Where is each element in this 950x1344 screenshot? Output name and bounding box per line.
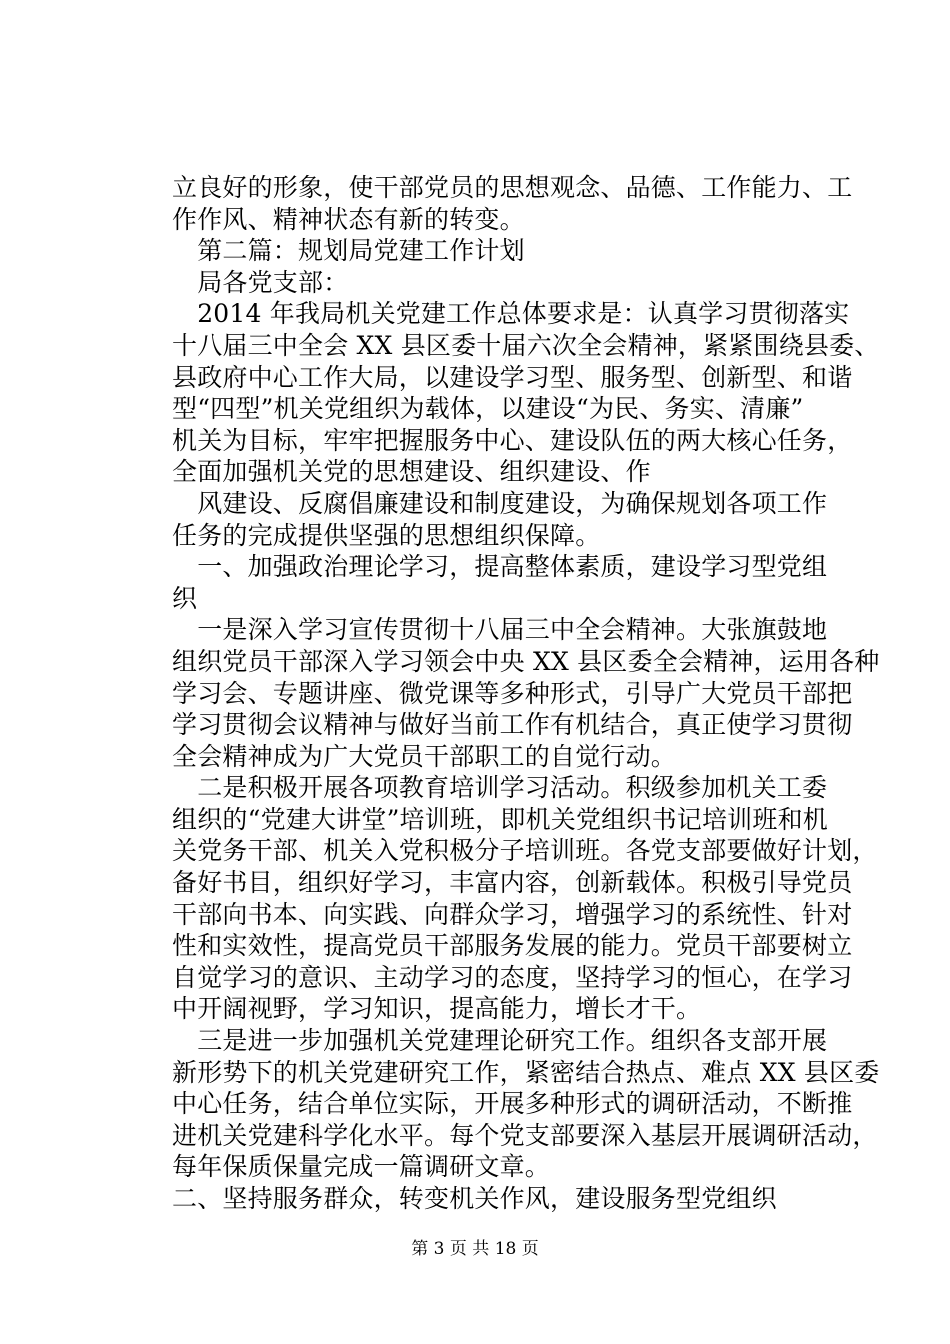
text-line: 二是积极开展各项教育培训学习活动。积级参加机关工委 xyxy=(172,773,828,803)
text-line: 干部向书本、向实践、向群众学习，增强学习的系统性、针对 xyxy=(172,899,853,929)
text-line: 组织党员干部深入学习领会中央 XX 县区委全会精神，运用各种 xyxy=(172,646,880,676)
text-line: 关党务干部、机关入党积极分子培训班。各党支部要做好计划， xyxy=(172,836,878,866)
text-line: 三是进一步加强机关党建理论研究工作。组织各支部开展 xyxy=(172,1026,828,1056)
text-line: 机关为目标，牢牢把握服务中心、建设队伍的两大核心任务， xyxy=(172,425,853,455)
document-body xyxy=(172,172,880,1215)
text-line: 进机关党建科学化水平。每个党支部要深入基层开展调研活动， xyxy=(172,1120,878,1150)
text-line: 第二篇：规划局党建工作计划 xyxy=(172,236,525,266)
text-line: 全面加强机关党的思想建设、组织建设、作 xyxy=(172,457,651,487)
text-line: 十八届三中全会 XX 县区委十届六次全会精神，紧紧围绕县委、 xyxy=(172,330,880,360)
text-line: 中心任务，结合单位实际，开展多种形式的调研活动，不断推 xyxy=(172,1089,853,1119)
text-line: 作作风、精神状态有新的转变。 xyxy=(172,204,525,234)
text-line: 县政府中心工作大局，以建设学习型、服务型、创新型、和谐 xyxy=(172,362,853,392)
text-line: 全会精神成为广大党员干部职工的自觉行动。 xyxy=(172,741,677,771)
text-line: 组织的“党建大讲堂”培训班，即机关党组织书记培训班和机 xyxy=(172,804,828,834)
text-line: 局各党支部： xyxy=(172,267,349,297)
text-line: 立良好的形象，使干部党员的思想观念、品德、工作能力、工 xyxy=(172,173,853,202)
text-line: 性和实效性，提高党员干部服务发展的能力。党员干部要树立 xyxy=(172,931,853,961)
text-line: 型“四型”机关党组织为载体，以建设“为民、务实、清廉” xyxy=(172,394,804,424)
text-line: 中开阔视野，学习知识，提高能力，增长才干。 xyxy=(172,994,702,1024)
text-line: 织 xyxy=(172,583,198,613)
text-line: 每年保质保量完成一篇调研文章。 xyxy=(172,1152,551,1182)
text-line: 学习贯彻会议精神与做好当前工作有机结合，真正使学习贯彻 xyxy=(172,710,853,740)
text-line: 备好书目，组织好学习，丰富内容，创新载体。积极引导党员 xyxy=(172,868,853,898)
text-line: 一、加强政治理论学习，提高整体素质，建设学习型党组 xyxy=(172,552,828,582)
text-line: 一是深入学习宣传贯彻十八届三中全会精神。大张旗鼓地 xyxy=(172,615,828,645)
text-line: 新形势下的机关党建研究工作，紧密结合热点、难点 XX 县区委 xyxy=(172,1057,880,1087)
text-line: 二、坚持服务群众，转变机关作风，建设服务型党组织 xyxy=(172,1184,777,1213)
page-number-label: 第 3 页 共 18 页 xyxy=(411,1239,539,1259)
text-line: 自觉学习的意识、主动学习的态度，坚持学习的恒心，在学习 xyxy=(172,962,853,992)
page-footer xyxy=(0,1238,950,1260)
text-line: 风建设、反腐倡廉建设和制度建设，为确保规划各项工作 xyxy=(172,488,828,518)
text-line: 学习会、专题讲座、微党课等多种形式，引导广大党员干部把 xyxy=(172,678,853,708)
text-line: 任务的完成提供坚强的思想组织保障。 xyxy=(172,520,601,550)
text-line: 2014 年我局机关党建工作总体要求是：认真学习贯彻落实 xyxy=(172,299,850,329)
